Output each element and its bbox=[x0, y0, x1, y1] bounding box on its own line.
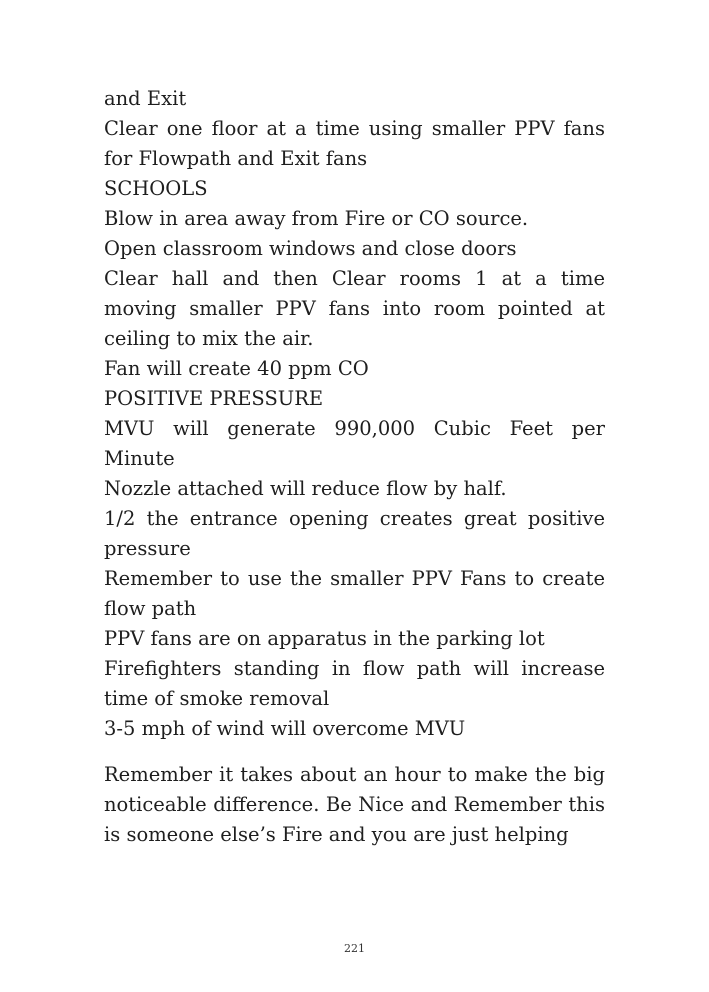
text-line: Blow in area away from Fire or CO source. bbox=[104, 207, 529, 230]
text-line: Remember to use the smaller PPV Fans to create flow path bbox=[104, 567, 605, 620]
text-line: PPV fans are on apparatus in the parking lot bbox=[104, 627, 545, 650]
text-line: Open classroom windows and close doors bbox=[104, 237, 517, 260]
text-line: Clear one floor at a time using smaller PPV fans for Flowpath and Exit fans bbox=[104, 117, 605, 170]
text-line: Firefighters standing in flow path will increase time of smoke removal bbox=[104, 657, 605, 710]
text-line: 1/2 the entrance opening creates great positive pressure bbox=[104, 507, 605, 560]
text-line: Clear hall and then Clear rooms 1 at a time moving smaller PPV fans into room pointed at ceiling to mix the air. bbox=[104, 267, 605, 350]
text-line: Fan will create 40 ppm CO bbox=[104, 357, 369, 380]
section-heading: POSITIVE PRESSURE bbox=[104, 387, 324, 410]
body-text bbox=[104, 84, 605, 850]
text-line: MVU will generate 990,000 Cubic Feet per Minute bbox=[104, 417, 605, 470]
page-number: 221 bbox=[344, 942, 365, 955]
text-line: Nozzle attached will reduce flow by half. bbox=[104, 477, 507, 500]
closing-paragraph: Remember it takes about an hour to make the big noticeable difference. Be Nice and Remember this is someone else’s Fire and you are just helping bbox=[104, 763, 605, 846]
section-heading: SCHOOLS bbox=[104, 177, 208, 200]
text-line: 3-5 mph of wind will overcome MVU bbox=[104, 717, 466, 740]
text-line: and Exit bbox=[104, 87, 187, 110]
